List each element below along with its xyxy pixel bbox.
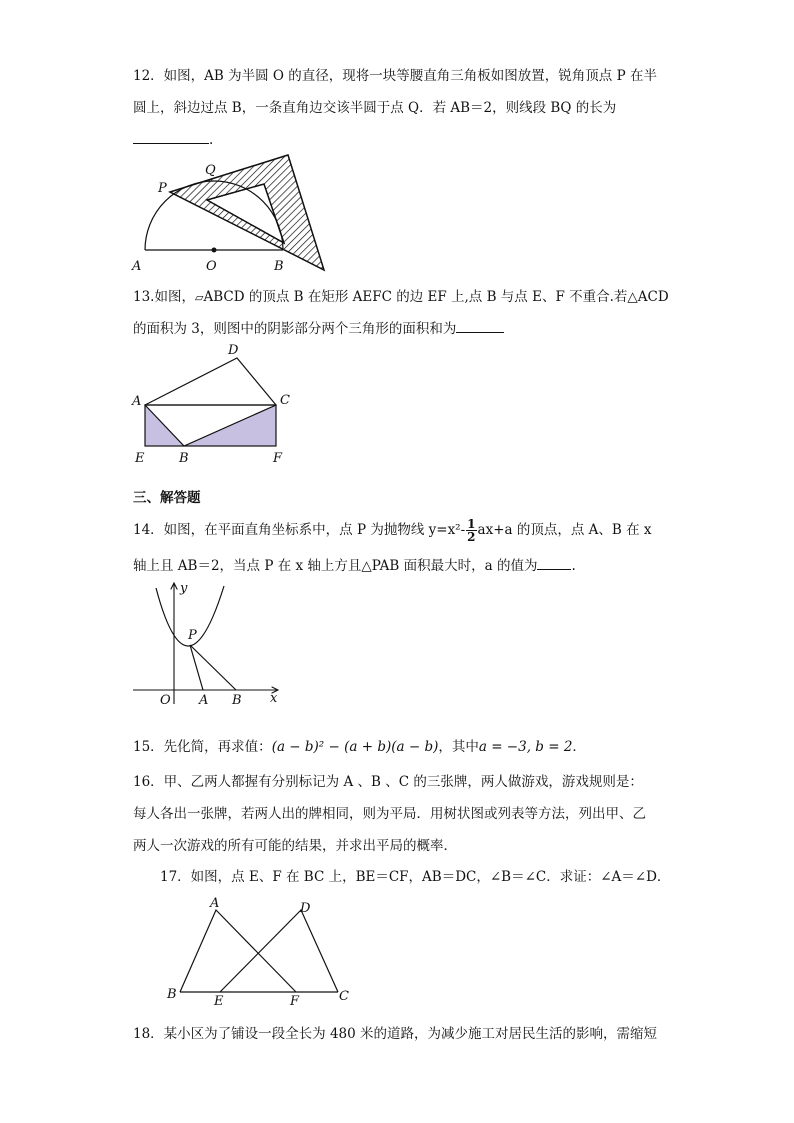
q15-expression: (a − b)² − (a + b)(a − b)	[271, 739, 439, 755]
label-F: F	[290, 994, 300, 1008]
q13-line1-rest: ABCD 的顶点 B 在矩形 AEFC 的边 EF 上,点 B 与点 E、F 不重合.若△ACD	[203, 289, 669, 305]
triangle-DEC	[220, 910, 338, 992]
q16-line2: 每人各出一张牌，若两人出的牌相同，则为平局．用树状图或列表等方法，列出甲、乙	[133, 806, 646, 822]
q15-end: ．	[572, 739, 586, 755]
label-E: E	[135, 451, 145, 466]
q15-middle: ，其中	[438, 739, 479, 755]
triangle-ABF	[180, 910, 296, 992]
q13-line2	[133, 319, 504, 339]
answer-blank	[133, 131, 209, 144]
label-A: A	[210, 896, 220, 911]
label-F: F	[273, 451, 283, 466]
label-E: E	[214, 994, 224, 1008]
label-D: D	[300, 901, 311, 916]
q16-line1: 16．甲、乙两人都握有分别标记为 A 、B 、C 的三张牌，两人做游戏，游戏规则是：	[133, 774, 643, 790]
label-B: B	[167, 987, 177, 1002]
q13-line2-text: 的面积为 3，则图中的阴影部分两个三角形的面积和为	[133, 321, 457, 337]
q13-line1	[133, 287, 669, 308]
q12-line3-end: .	[209, 132, 214, 148]
section-title: 三、解答题	[133, 490, 201, 506]
q12-figure	[128, 150, 338, 275]
q14-figure	[128, 578, 288, 708]
answer-blank	[456, 320, 504, 333]
label-A: A	[132, 259, 142, 274]
q18-line1: 18．某小区为了铺设一段全长为 480 米的道路，为减少施工对居民生活的影响，需缩短	[133, 1026, 658, 1042]
label-P: P	[188, 628, 197, 643]
label-B: B	[274, 259, 284, 274]
label-B: B	[179, 451, 189, 466]
parallelogram-symbol: ▱	[194, 291, 204, 304]
q14-line1-prefix: 14．如图，在平面直角坐标系中，点 P 为抛物线 y=x²-	[133, 522, 466, 538]
triangle-ruler	[170, 155, 324, 270]
label-Q: Q	[205, 163, 216, 178]
label-A: A	[132, 394, 142, 409]
q13-figure	[128, 340, 308, 468]
q15-values: a = −3, b = 2	[478, 739, 573, 755]
label-D: D	[228, 343, 239, 358]
label-A: A	[199, 693, 209, 708]
label-P: P	[158, 181, 167, 196]
fraction	[466, 518, 476, 543]
center-point-O	[212, 248, 217, 253]
q14-line1-rest: ax+a 的顶点，点 A、B 在 x	[477, 522, 652, 538]
q17-line1: 17．如图，点 E、F 在 BC 上，BE＝CF，AB＝DC，∠B＝∠C．求证：∠A＝∠D．	[160, 869, 671, 885]
label-O: O	[160, 693, 171, 708]
q12-line3	[133, 130, 213, 150]
q14-line1	[133, 518, 652, 543]
q12-line2: 圆上，斜边过点 B，一条直角边交该半圆于点 Q．若 AB＝2，则线段 BQ 的长为	[133, 100, 617, 116]
q16-line3: 两人一次游戏的所有可能的结果，并求出平局的概率．	[133, 838, 457, 854]
label-x: x	[270, 691, 278, 706]
label-B: B	[232, 693, 242, 708]
q12-line1: 12．如图，AB 为半圆 O 的直径，现将一块等腰直角三角板如图放置，锐角顶点 P 在半	[133, 68, 657, 84]
label-O: O	[206, 259, 217, 274]
q15-prefix: 15．先化简，再求值：	[133, 739, 272, 755]
q14-line2	[133, 556, 576, 576]
q17-figure	[160, 893, 360, 1008]
label-y: y	[180, 581, 188, 596]
label-C: C	[339, 989, 349, 1004]
q15-line	[133, 737, 586, 757]
answer-blank	[537, 557, 571, 570]
q14-line2-text: 轴上且 AB＝2，当点 P 在 x 轴上方且△PAB 面积最大时，a 的值为	[133, 558, 538, 574]
q14-line2-end: .	[571, 558, 576, 574]
fraction-denominator: 2	[467, 530, 476, 544]
fraction-numerator: 1	[467, 517, 476, 531]
label-C: C	[280, 393, 290, 408]
q13-line1-prefix: 13.如图，	[133, 289, 195, 305]
